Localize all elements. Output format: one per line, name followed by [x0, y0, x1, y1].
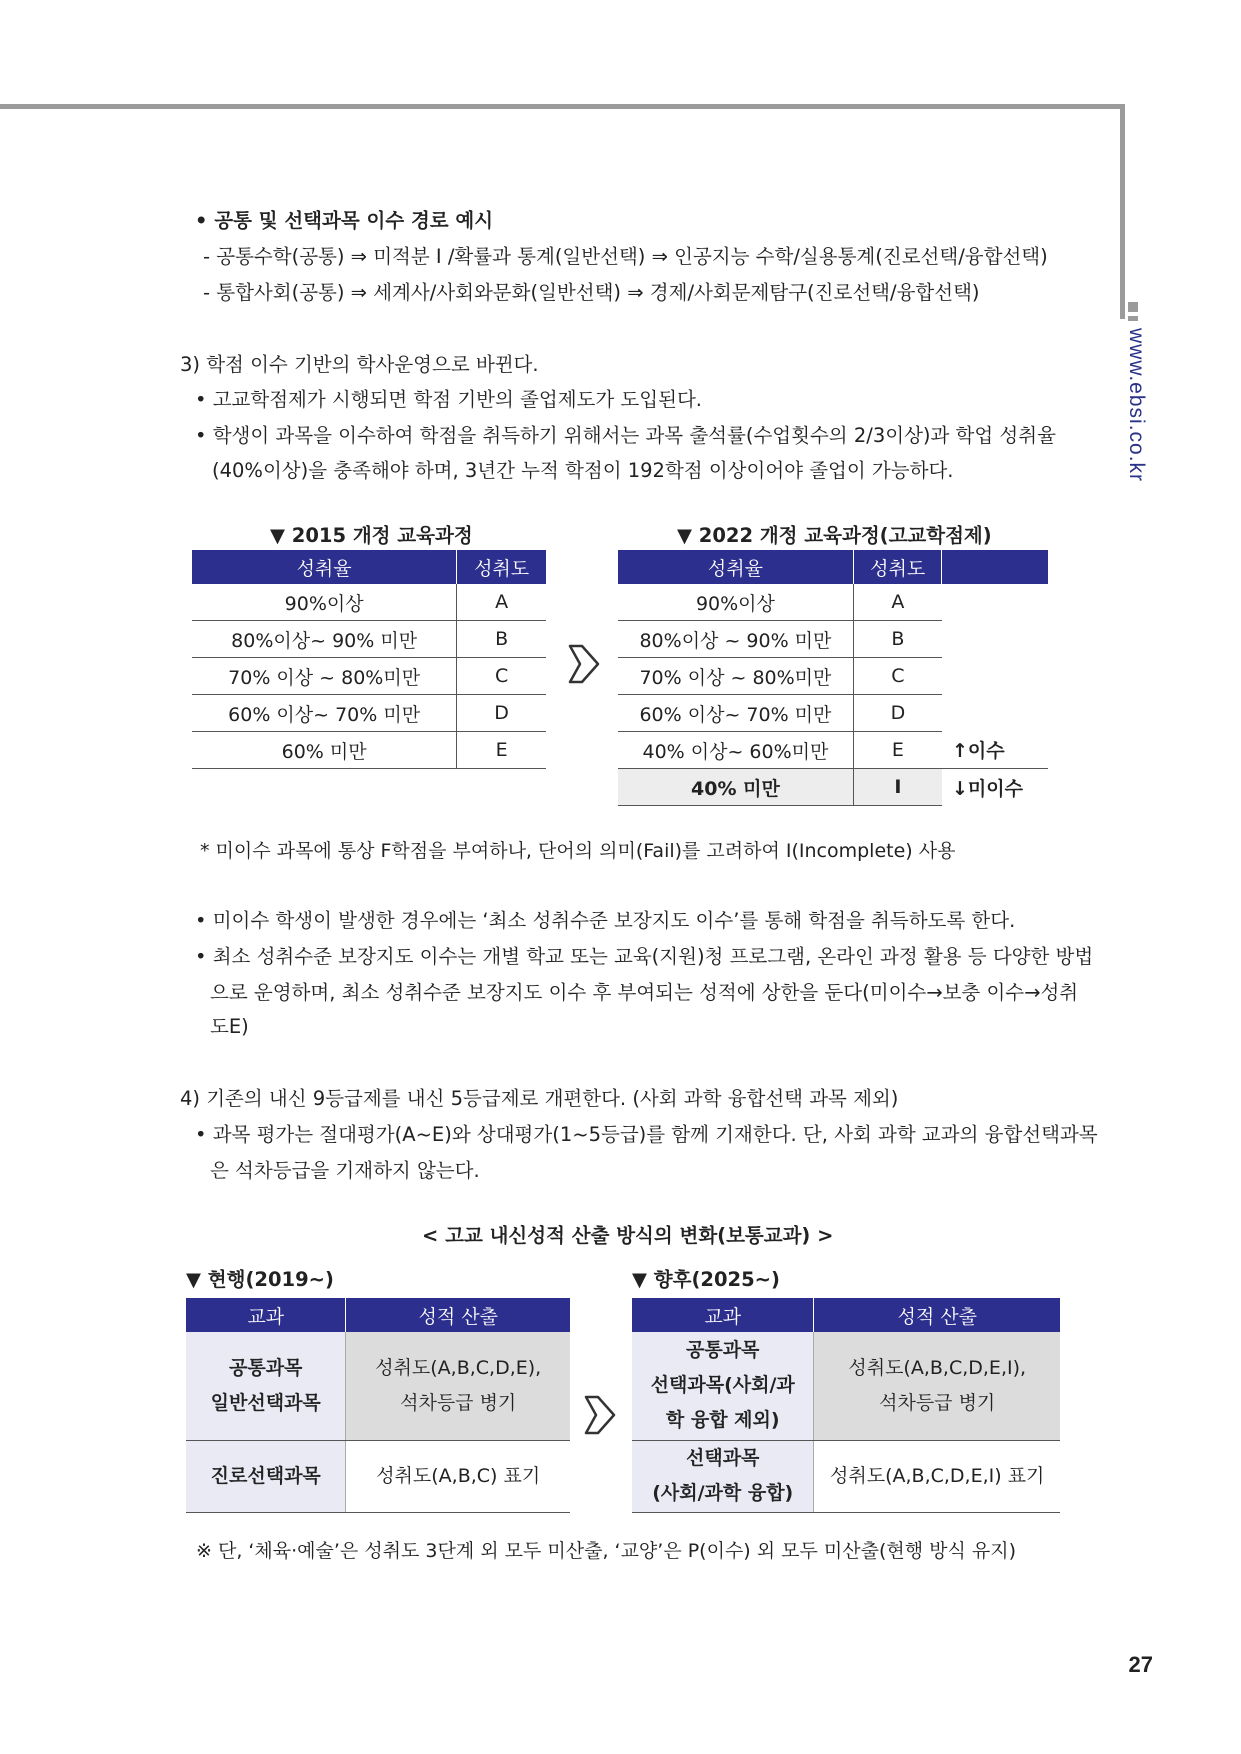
table-row	[618, 658, 1048, 695]
path-example-line: - 공통수학(공통) ⇒ 미적분 Ⅰ /확률과 통계(일반선택) ⇒ 인공지능 수학/실용통계(진로선택/융합선택)	[203, 245, 1048, 268]
subject-cell	[186, 1440, 346, 1512]
side-cell	[942, 658, 1048, 695]
change-arrow-icon	[584, 1393, 616, 1437]
method-cell	[814, 1440, 1060, 1512]
section-3-heading: 3) 학점 이수 기반의 학사운영으로 바뀐다.	[180, 353, 539, 376]
grade-cell: A	[853, 584, 942, 621]
subject-line: 진로선택과목	[210, 1464, 321, 1487]
grade-table-2015	[192, 550, 546, 769]
col-header: 성취율	[618, 550, 853, 584]
method-cell	[346, 1332, 570, 1440]
table-row	[618, 621, 1048, 658]
table-row	[618, 584, 1048, 621]
table-row	[618, 732, 1048, 769]
grade-cell: D	[457, 695, 546, 732]
col-header-blank	[942, 550, 1048, 584]
rate-cell: 80%이상~ 90% 미만	[192, 621, 457, 658]
grade-cell: C	[457, 658, 546, 695]
rate-cell: 90%이상	[192, 584, 457, 621]
path-example-title: • 공통 및 선택과목 이수 경로 예시	[195, 209, 494, 232]
fail-bullet: • 최소 성취수준 보장지도 이수는 개별 학교 또는 교육(지원)청 프로그램, 온라인 과정 활용 등 다양한 방법	[195, 945, 1094, 968]
table-row	[192, 695, 546, 732]
footnote-incomplete: * 미이수 과목에 통상 F학점을 부여하나, 단어의 의미(Fail)를 고려하여 I(Incomplete) 사용	[200, 840, 956, 862]
grade-cell: E	[853, 732, 942, 769]
table-row	[186, 1332, 570, 1440]
table-row	[618, 695, 1048, 732]
grade-table-2022	[618, 550, 1048, 806]
table-row	[192, 621, 546, 658]
grade-cell: E	[457, 732, 546, 769]
side-cell	[942, 584, 1048, 621]
col-header: 성적 산출	[346, 1298, 570, 1332]
table-2015-caption: ▼ 2015 개정 교육과정	[270, 524, 473, 547]
footnote-pe-arts: ※ 단, ‘체육·예술’은 성취도 3단계 외 모두 미산출, ‘교양’은 P(이수) 외 모두 미산출(현행 방식 유지)	[196, 1540, 1016, 1562]
header-rule	[0, 104, 1125, 109]
col-header: 성취도	[853, 550, 942, 584]
subject-line: (사회/과학 융합)	[652, 1482, 794, 1504]
rate-cell: 60% 이상~ 70% 미만	[618, 695, 853, 732]
section-4-bullet: • 과목 평가는 절대평가(A~E)와 상대평가(1~5등급)를 함께 기재한다. 단, 사회 과학 교과의 융합선택과목	[195, 1123, 1098, 1146]
section-4-bullet-cont: 은 석차등급을 기재하지 않는다.	[210, 1159, 480, 1182]
method-line: 성취도(A,B,C) 표기	[376, 1464, 541, 1487]
calc-table-future	[632, 1298, 1060, 1513]
grade-cell: I	[853, 769, 942, 806]
path-example-line: - 통합사회(공통) ⇒ 세계사/사회와문화(일반선택) ⇒ 경제/사회문제탐구(진로선택/융합선택)	[203, 281, 980, 304]
col-header: 성취도	[457, 550, 546, 584]
rate-cell: 40% 이상~ 60%미만	[618, 732, 853, 769]
fail-bullet-cont: 도E)	[210, 1015, 249, 1038]
grade-cell: B	[457, 621, 546, 658]
method-line: 성취도(A,B,C,D,E,I) 표기	[830, 1464, 1045, 1487]
side-tab-mark-small	[1128, 316, 1138, 321]
subject-line: 학 융합 제외)	[665, 1409, 780, 1432]
subject-cell	[186, 1332, 346, 1440]
fail-label: ↓미이수	[951, 777, 1023, 800]
subject-line: 선택과목	[686, 1447, 760, 1469]
method-line: 석차등급 병기	[400, 1391, 517, 1414]
subject-line: 선택과목(사회/과	[650, 1374, 795, 1397]
rate-cell: 90%이상	[618, 584, 853, 621]
grade-cell: D	[853, 695, 942, 732]
subject-line: 공통과목	[229, 1356, 303, 1379]
method-line: 성취도(A,B,C,D,E),	[375, 1356, 542, 1379]
section-3-bullet: • 학생이 과목을 이수하여 학점을 취득하기 위해서는 과목 출석률(수업횟수의 2/3이상)과 학업 성취율	[195, 424, 1056, 447]
table-row	[192, 658, 546, 695]
method-line: 성취도(A,B,C,D,E,I),	[848, 1356, 1027, 1379]
method-line: 석차등급 병기	[879, 1391, 996, 1414]
table-row	[186, 1440, 570, 1512]
method-cell	[346, 1440, 570, 1512]
fail-bullet: • 미이수 학생이 발생한 경우에는 ‘최소 성취수준 보장지도 이수’를 통해 학점을 취득하도록 한다.	[195, 909, 1016, 932]
col-header: 교과	[632, 1298, 814, 1332]
table-2022-caption: ▼ 2022 개정 교육과정(고교학점제)	[677, 524, 992, 547]
method-cell	[814, 1332, 1060, 1440]
subject-cell	[632, 1440, 814, 1512]
subject-cell	[632, 1332, 814, 1440]
side-cell	[942, 621, 1048, 658]
table-row	[632, 1332, 1060, 1440]
calc-table-current	[186, 1298, 570, 1513]
future-caption: ▼ 향후(2025~)	[632, 1268, 780, 1291]
rate-cell: 60% 이상~ 70% 미만	[192, 695, 457, 732]
side-tab-mark	[1128, 302, 1138, 312]
table-row	[618, 769, 1048, 806]
pass-label: ↑이수	[942, 732, 1048, 769]
rate-cell: 70% 이상 ~ 80%미만	[618, 658, 853, 695]
current-caption: ▼ 현행(2019~)	[186, 1268, 334, 1291]
rate-cell: 80%이상 ~ 90% 미만	[618, 621, 853, 658]
col-header: 교과	[186, 1298, 346, 1332]
table-row	[192, 584, 546, 621]
table-row	[632, 1440, 1060, 1512]
fail-bullet-cont: 으로 운영하며, 최소 성취수준 보장지도 이수 후 부여되는 성적에 상한을 둔다(미이수→보충 이수→성취	[210, 981, 1079, 1004]
subject-line: 일반선택과목	[210, 1391, 321, 1414]
col-header: 성적 산출	[814, 1298, 1060, 1332]
table-row	[192, 732, 546, 769]
side-rule	[1120, 104, 1125, 319]
subject-line: 공통과목	[686, 1339, 760, 1362]
calc-method-title: < 고교 내신성적 산출 방식의 변화(보통교과) >	[422, 1224, 834, 1247]
side-cell	[942, 695, 1048, 732]
grade-cell: B	[853, 621, 942, 658]
grade-cell: A	[457, 584, 546, 621]
change-arrow-icon	[568, 642, 600, 686]
section-3-bullet: • 고교학점제가 시행되면 학점 기반의 졸업제도가 도입된다.	[195, 388, 702, 411]
page-number: 27	[1128, 1652, 1153, 1677]
side-url[interactable]: www.ebsi.co.kr	[1125, 328, 1148, 483]
rate-cell: 70% 이상 ~ 80%미만	[192, 658, 457, 695]
col-header: 성취율	[192, 550, 457, 584]
section-3-bullet-cont: (40%이상)을 충족해야 하며, 3년간 누적 학점이 192학점 이상이어야 졸업이 가능하다.	[212, 459, 954, 482]
rate-cell: 60% 미만	[192, 732, 457, 769]
rate-cell: 40% 미만	[618, 769, 853, 806]
grade-cell: C	[853, 658, 942, 695]
section-4-heading: 4) 기존의 내신 9등급제를 내신 5등급제로 개편한다. (사회 과학 융합선택 과목 제외)	[180, 1087, 899, 1110]
